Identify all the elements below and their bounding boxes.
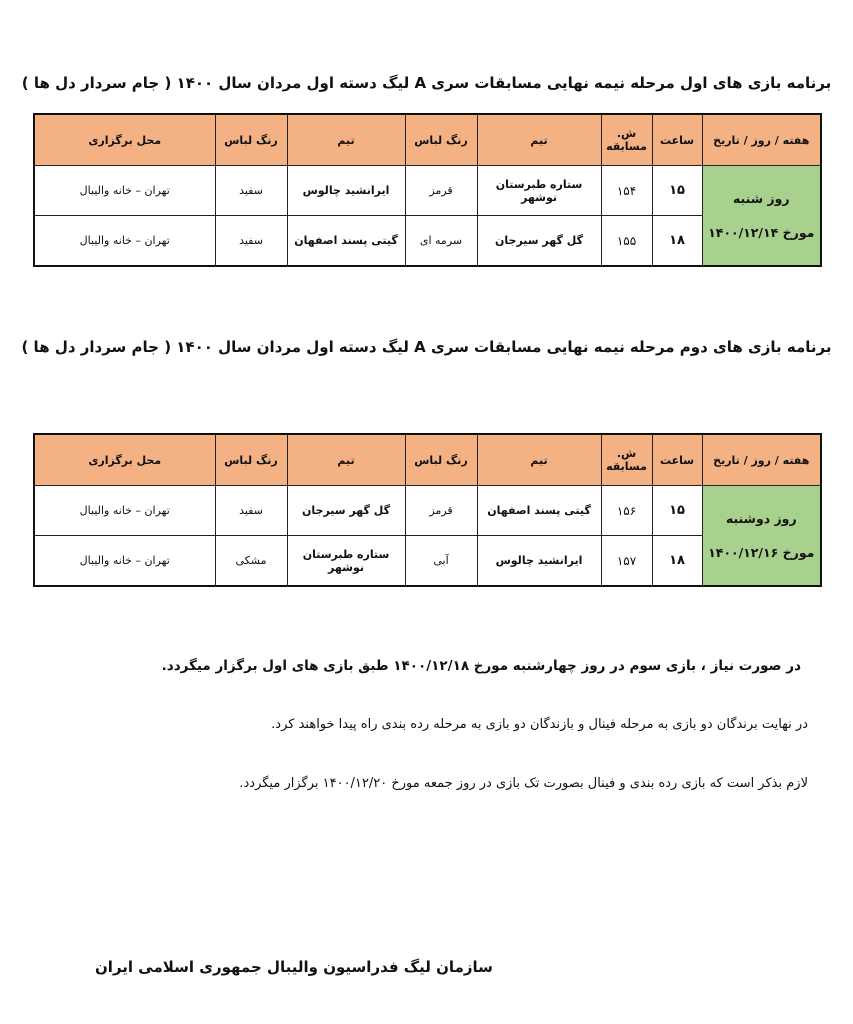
header-match-no-line1: ش. [616,127,637,140]
header-kit-home: رنگ لباس [405,434,477,486]
kit-away-cell: سفید [215,486,287,536]
team-home-cell: گل گهر سیرجان [477,216,601,267]
header-time: ساعت [652,114,702,166]
header-time: ساعت [652,434,702,486]
team-home-cell: ایرانشید چالوس [477,536,601,587]
header-kit-away: رنگ لباس [215,434,287,486]
kit-home-cell: قرمز [405,486,477,536]
kit-home-cell: قرمز [405,166,477,216]
header-team-away: تیم [287,434,405,486]
header-kit-away: رنگ لباس [215,114,287,166]
note-final-date: لازم بذکر است که بازی رده بندی و فینال بصورت تک بازی در روز جمعه مورخ ۱۴۰۰/۱۲/۲۰ برگزار میگردد. [239,776,808,791]
match-no-cell: ۱۵۵ [601,216,652,267]
day-date: مورخ ۱۴۰۰/۱۲/۱۴ [708,224,815,240]
header-match-no-line2: مسابقه [606,460,647,473]
header-venue: محل برگزاری [34,114,215,166]
time-cell: ۱۵ [652,166,702,216]
note-advancement: در نهایت برندگان دو بازی به مرحله فینال و بازندگان دو بازی به مرحله رده بندی راه پیدا خواهند کرد. [271,717,808,732]
team-home-cell: گیتی پسند اصفهان [477,486,601,536]
header-team-home: تیم [477,114,601,166]
time-cell: ۱۵ [652,486,702,536]
header-week-day-date: هفته / روز / تاریخ [702,434,821,486]
header-venue: محل برگزاری [34,434,215,486]
table-row [34,166,821,216]
venue-cell: تهران – خانه والیبال [34,486,215,536]
table-header-row [34,434,821,486]
kit-away-cell: سفید [215,216,287,267]
match-no-cell: ۱۵۶ [601,486,652,536]
team-home-cell: ستاره طبرستان نوشهر [477,166,601,216]
kit-home-cell: آبی [405,536,477,587]
day-date: مورخ ۱۴۰۰/۱۲/۱۶ [708,544,815,560]
schedule-title-first-games: برنامه بازی های اول مرحله نیمه نهایی مسابقات سری A لیگ دسته اول مردان سال ۱۴۰۰ ( جام سردار دل ها ) [21,74,832,92]
kit-away-cell: سفید [215,166,287,216]
header-match-no-line1: ش. [616,447,637,460]
header-team-home: تیم [477,434,601,486]
match-no-cell: ۱۵۷ [601,536,652,587]
organization-signature: سازمان لیگ فدراسیون والیبال جمهوری اسلامی ایران [95,958,493,976]
venue-cell: تهران – خانه والیبال [34,216,215,267]
venue-cell: تهران – خانه والیبال [34,536,215,587]
schedule-table-second-games [33,433,822,587]
header-kit-home: رنگ لباس [405,114,477,166]
schedule-title-second-games: برنامه بازی های دوم مرحله نیمه نهایی مسابقات سری A لیگ دسته اول مردان سال ۱۴۰۰ ( جام سردار دل ها ) [21,338,832,356]
kit-home-cell: سرمه ای [405,216,477,267]
header-match-no-line2: مسابقه [606,140,647,153]
schedule-table-first-games [33,113,822,267]
day-date-cell [702,486,821,587]
time-cell: ۱۸ [652,536,702,587]
header-team-away: تیم [287,114,405,166]
day-date-cell [702,166,821,267]
header-match-no [601,434,652,486]
day-name: روز شنبه [732,190,790,206]
venue-cell: تهران – خانه والیبال [34,166,215,216]
table-row [34,486,821,536]
team-away-cell: ایرانشید چالوس [287,166,405,216]
team-away-cell: گیتی پسند اصفهان [287,216,405,267]
team-away-cell: گل گهر سیرجان [287,486,405,536]
match-no-cell: ۱۵۴ [601,166,652,216]
time-cell: ۱۸ [652,216,702,267]
team-away-cell: ستاره طبرستان نوشهر [287,536,405,587]
note-third-game: در صورت نیاز ، بازی سوم در روز چهارشنبه مورخ ۱۴۰۰/۱۲/۱۸ طبق بازی های اول برگزار میگردد. [161,658,801,674]
day-name: روز دوشنبه [725,510,797,526]
kit-away-cell: مشکی [215,536,287,587]
table-header-row [34,114,821,166]
header-week-day-date: هفته / روز / تاریخ [702,114,821,166]
header-match-no [601,114,652,166]
